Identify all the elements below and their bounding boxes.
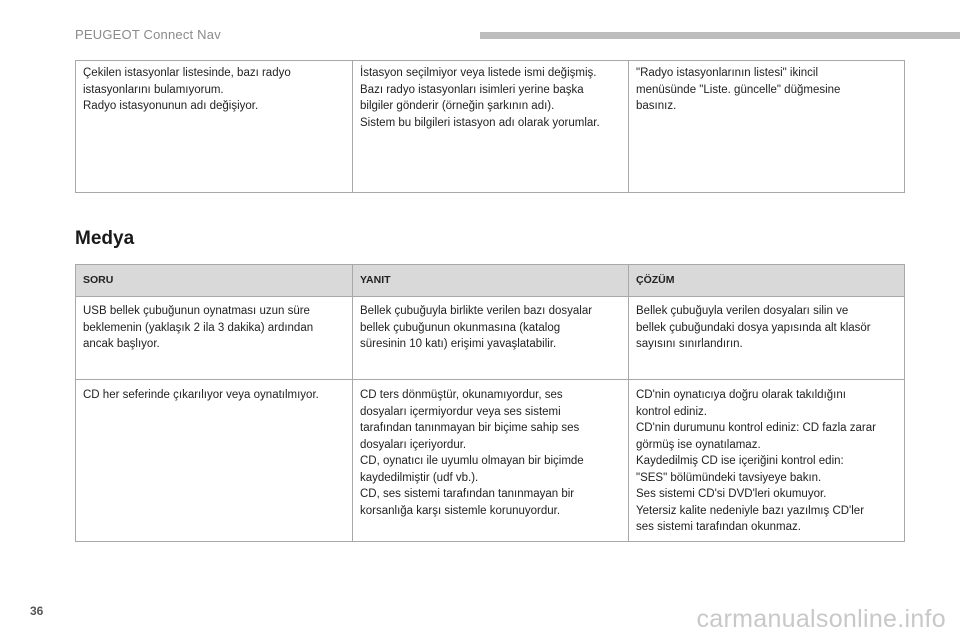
solution-cell: "Radyo istasyonlarının listesi" ikincil menüsünde "Liste. güncelle" düğmesine basınız. xyxy=(629,61,905,193)
table-row xyxy=(76,61,905,193)
table-row xyxy=(76,380,905,542)
header-bar xyxy=(480,32,960,39)
radio-troubleshooting-table xyxy=(75,60,905,193)
table-row xyxy=(76,297,905,380)
question-cell: USB bellek çubuğunun oynatması uzun süre beklemenin (yaklaşık 2 ila 3 dakika) ardından ancak başlıyor. xyxy=(76,297,353,380)
table-header-row xyxy=(76,265,905,297)
solution-cell: Bellek çubuğuyla verilen dosyaları silin ve bellek çubuğundaki dosya yapısında alt klasör sayısını sınırlandırın. xyxy=(629,297,905,380)
answer-cell: Bellek çubuğuyla birlikte verilen bazı dosyalar bellek çubuğunun okunmasına (katalog süresinin 10 katı) erişimi yavaşlatabilir. xyxy=(353,297,629,380)
section-title: Medya xyxy=(75,228,135,249)
column-header-answer: YANIT xyxy=(353,265,629,297)
document-header-title: PEUGEOT Connect Nav xyxy=(75,27,221,42)
page-number: 36 xyxy=(30,604,44,618)
column-header-question: SORU xyxy=(76,265,353,297)
question-cell: Çekilen istasyonlar listesinde, bazı radyo istasyonlarını bulamıyorum. Radyo istasyonunun adı değişiyor. xyxy=(76,61,353,193)
watermark: carmanualsonline.info xyxy=(696,605,946,633)
column-header-solution: ÇÖZÜM xyxy=(629,265,905,297)
media-troubleshooting-table xyxy=(75,264,905,542)
answer-cell: İstasyon seçilmiyor veya listede ismi değişmiş. Bazı radyo istasyonları isimleri yerine başka bilgiler gönderir (örneğin şarkının adı). Sistem bu bilgileri istasyon adı olarak yorumlar. xyxy=(353,61,629,193)
answer-cell: CD ters dönmüştür, okunamıyordur, ses dosyaları içermiyordur veya ses sistemi tarafından tanınmayan bir biçime sahip ses dosyaları içeriyordur. CD, oynatıcı ile uyumlu olmayan bir biçimde kaydedilmiştir (udf vb.). CD, ses sistemi tarafından tanınmayan bir korsanlığa karşı sistemle korunuyordur. xyxy=(353,380,629,542)
solution-cell: CD'nin oynatıcıya doğru olarak takıldığını kontrol ediniz. CD'nin durumunu kontrol ediniz: CD fazla zarar görmüş ise oynatılamaz. Kaydedilmiş CD ise içeriğini kontrol edin: "SES" bölümündeki tavsiyeye bakın. Ses sistemi CD'si DVD'leri okumuyor. Yetersiz kalite nedeniyle bazı yazılmış CD'ler ses sistemi tarafından okunmaz. xyxy=(629,380,905,542)
question-cell: CD her seferinde çıkarılıyor veya oynatılmıyor. xyxy=(76,380,353,542)
